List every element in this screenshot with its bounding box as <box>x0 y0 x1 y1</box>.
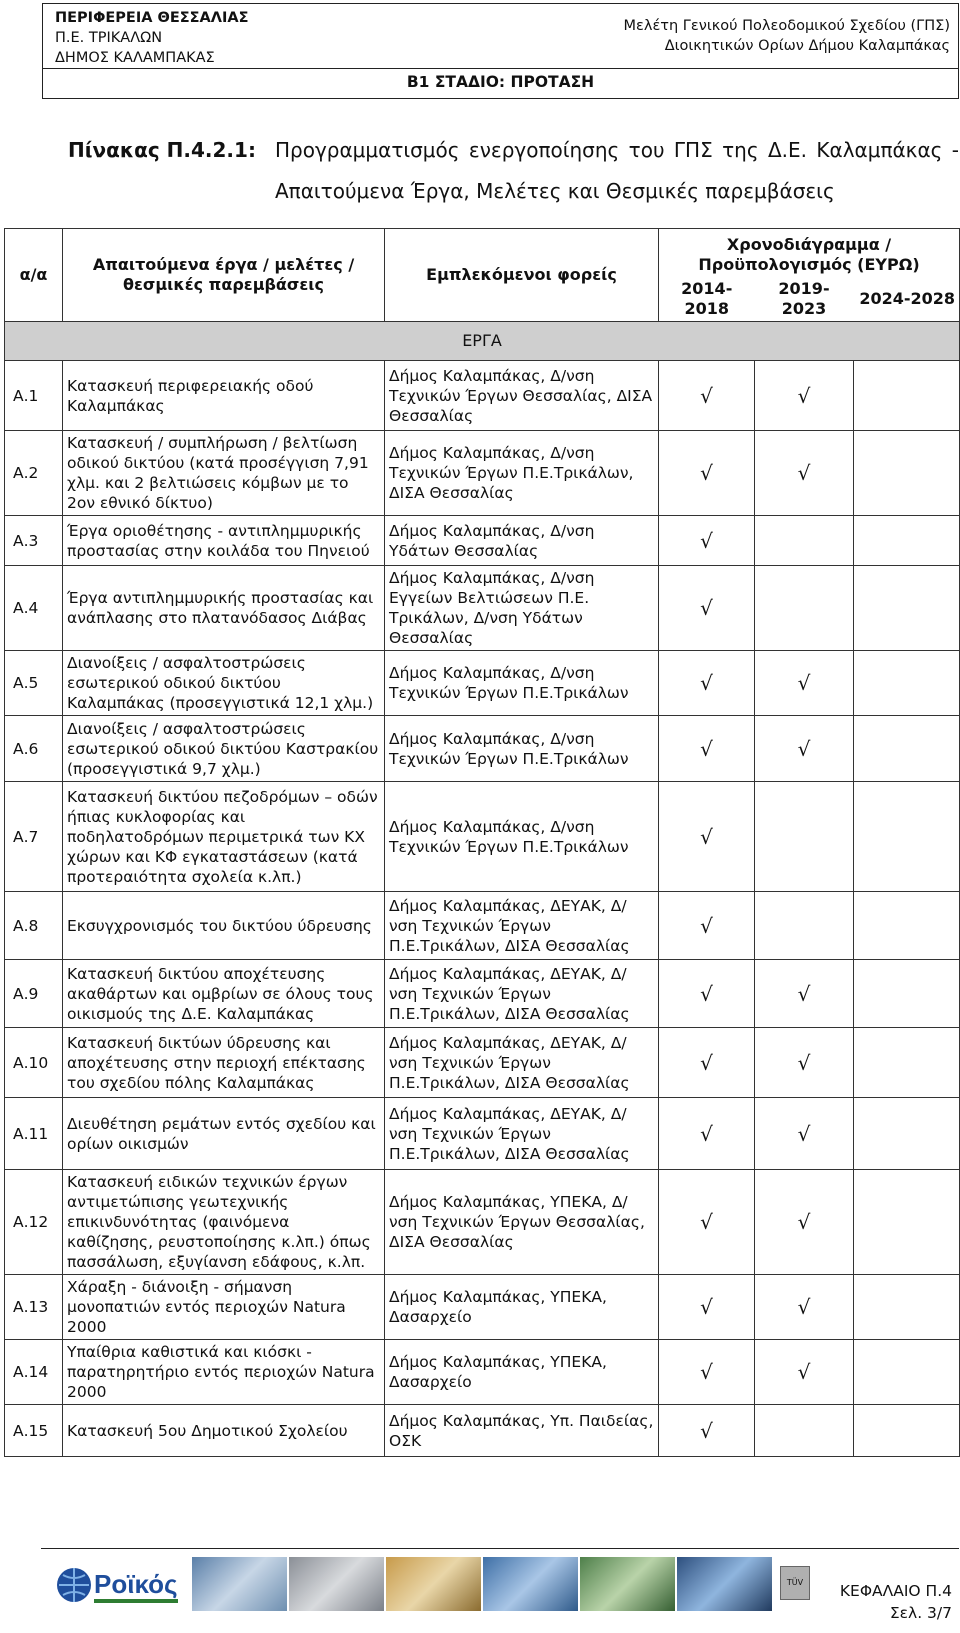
row-period-1-check: √ <box>659 566 755 651</box>
row-work: Διανοίξεις / ασφαλτοστρώσεις εσωτερικού οδικού δικτύου Καλαμπάκας (προσεγγιστικά 12,1 χλμ.) <box>63 651 385 716</box>
row-period-2-check: √ <box>755 1098 854 1170</box>
table-row <box>5 960 960 1028</box>
row-code: Α.12 <box>5 1170 63 1275</box>
row-agency: Δήμος Καλαμπάκας, Δ/νση Τεχνικών Έργων Π.Ε.Τρικάλων <box>385 782 659 892</box>
row-period-3-check <box>854 361 960 431</box>
row-period-1-check: √ <box>659 361 755 431</box>
row-period-1-check: √ <box>659 516 755 566</box>
row-work: Χάραξη - διάνοιξη - σήμανση μονοπατιών εντός περιοχών Natura 2000 <box>63 1275 385 1340</box>
table-row <box>5 782 960 892</box>
table-row <box>5 516 960 566</box>
footer-photo <box>677 1557 772 1611</box>
row-period-1-check: √ <box>659 651 755 716</box>
row-period-2-check <box>755 892 854 960</box>
row-period-2-check: √ <box>755 716 854 782</box>
table-caption-line1: Προγραμματισμός ενεργοποίησης του ΓΠΣ της Δ.Ε. Καλαμπάκας - <box>275 138 959 162</box>
row-period-1-check: √ <box>659 1405 755 1457</box>
row-work: Υπαίθρια καθιστικά και κιόσκι - παρατηρητήριο εντός περιοχών Natura 2000 <box>63 1340 385 1405</box>
row-work: Κατασκευή ειδικών τεχνικών έργων αντιμετώπισης γεωτεχνικής επικινδυνότητας (φαινόμενα καθίζησης, ρευστοποίησης κ.λπ.) όπως πασσάλωση, εξυγίανση εδάφους, κ.λπ. <box>63 1170 385 1275</box>
row-code: Α.10 <box>5 1028 63 1098</box>
footer-photo <box>483 1557 578 1611</box>
col-header-works: Απαιτούμενα έργα / μελέτες / θεσμικές παρεμβάσεις <box>63 229 385 322</box>
row-period-2-check: √ <box>755 1340 854 1405</box>
header-stage: Β1 ΣΤΑΔΙΟ: ΠΡΟΤΑΣΗ <box>406 73 595 91</box>
row-period-3-check <box>854 782 960 892</box>
row-work: Κατασκευή 5ου Δημοτικού Σχολείου <box>63 1405 385 1457</box>
header-municipality: ΔΗΜΟΣ ΚΑΛΑΜΠΑΚΑΣ <box>55 50 215 66</box>
col-header-agencies: Εμπλεκόμενοι φορείς <box>385 229 659 322</box>
row-agency: Δήμος Καλαμπάκας, Δ/νση Τεχνικών Έργων Θεσσαλίας, ΔΙΣΑ Θεσσαλίας <box>385 361 659 431</box>
col-header-schedule: Χρονοδιάγραμμα / Προϋπολογισμός (ΕΥΡΩ) <box>659 229 960 278</box>
row-work: Κατασκευή / συμπλήρωση / βελτίωση οδικού δικτύου (κατά προσέγγιση 7,91 χλμ. και 2 βελτιώσεις κόμβων με το 2ον εθνικό δίκτυο) <box>63 431 385 516</box>
row-work: Έργα αντιπλημμυρικής προστασίας και ανάπλασης στο πλατανόδασος Διάβας <box>63 566 385 651</box>
row-period-3-check <box>854 1028 960 1098</box>
row-work: Διανοίξεις / ασφαλτοστρώσεις εσωτερικού οδικού δικτύου Καστρακίου (προσεγγιστικά 9,7 χλμ.) <box>63 716 385 782</box>
row-code: Α.9 <box>5 960 63 1028</box>
header-right <box>624 16 950 56</box>
header-unit: Π.Ε. ΤΡΙΚΑΛΩΝ <box>55 30 163 46</box>
header-divider <box>43 68 958 69</box>
section-row <box>5 322 960 361</box>
row-period-2-check <box>755 516 854 566</box>
row-period-3-check <box>854 892 960 960</box>
footer-page-info <box>840 1580 952 1624</box>
row-agency: Δήμος Καλαμπάκας, Δ/νση Εγγείων Βελτιώσεων Π.Ε. Τρικάλων, Δ/νση Υδάτων Θεσσαλίας <box>385 566 659 651</box>
table-row <box>5 1170 960 1275</box>
table-caption-line2: Απαιτούμενα Έργα, Μελέτες και Θεσμικές παρεμβάσεις <box>275 179 835 203</box>
row-period-1-check: √ <box>659 960 755 1028</box>
row-period-3-check <box>854 716 960 782</box>
table-row <box>5 1405 960 1457</box>
row-code: Α.15 <box>5 1405 63 1457</box>
row-code: Α.2 <box>5 431 63 516</box>
row-period-3-check <box>854 1340 960 1405</box>
footer-page-number: Σελ. 3/7 <box>889 1604 952 1622</box>
row-agency: Δήμος Καλαμπάκας, ΥΠΕΚΑ, Δ/νση Τεχνικών Έργων Θεσσαλίας, ΔΙΣΑ Θεσσαλίας <box>385 1170 659 1275</box>
row-work: Διευθέτηση ρεμάτων εντός σχεδίου και ορίων οικισμών <box>63 1098 385 1170</box>
row-period-2-check: √ <box>755 1170 854 1275</box>
row-agency: Δήμος Καλαμπάκας, Δ/νση Υδάτων Θεσσαλίας <box>385 516 659 566</box>
row-agency: Δήμος Καλαμπάκας, ΥΠΕΚΑ, Δασαρχείο <box>385 1275 659 1340</box>
works-table <box>4 228 960 1457</box>
row-agency: Δήμος Καλαμπάκας, ΔΕΥΑΚ, Δ/νση Τεχνικών Έργων Π.Ε.Τρικάλων, ΔΙΣΑ Θεσσαλίας <box>385 1028 659 1098</box>
row-agency: Δήμος Καλαμπάκας, Δ/νση Τεχνικών Έργων Π.Ε.Τρικάλων <box>385 651 659 716</box>
row-period-1-check: √ <box>659 431 755 516</box>
table-row <box>5 892 960 960</box>
col-header-year-3: 2024-2028 <box>854 277 960 322</box>
row-work: Έργα οριοθέτησης - αντιπλημμυρικής προστασίας στην κοιλάδα του Πηνειού <box>63 516 385 566</box>
row-work: Κατασκευή δικτύου αποχέτευσης ακαθάρτων και ομβρίων σε όλους τους οικισμούς της Δ.Ε. Καλαμπάκας <box>63 960 385 1028</box>
table-row <box>5 1098 960 1170</box>
row-period-2-check: √ <box>755 1275 854 1340</box>
row-period-3-check <box>854 1170 960 1275</box>
table-row <box>5 566 960 651</box>
row-code: Α.5 <box>5 651 63 716</box>
footer-chapter: ΚΕΦΑΛΑΙΟ Π.4 <box>839 1582 952 1600</box>
table-row <box>5 431 960 516</box>
row-period-3-check <box>854 1405 960 1457</box>
row-period-1-check: √ <box>659 716 755 782</box>
row-agency: Δήμος Καλαμπάκας, ΔΕΥΑΚ, Δ/νση Τεχνικών Έργων Π.Ε.Τρικάλων, ΔΙΣΑ Θεσσαλίας <box>385 1098 659 1170</box>
table-row <box>5 1340 960 1405</box>
row-code: Α.7 <box>5 782 63 892</box>
globe-icon <box>57 1568 91 1602</box>
row-work: Κατασκευή δικτύου πεζοδρόμων – οδών ήπιας κυκλοφορίας και ποδηλατοδρόμων περιμετρικά των ΚΧ χώρων και ΚΦ εγκαταστάσεων (κατά προτεραιότητα σχολεία κ.λπ.) <box>63 782 385 892</box>
certification-badge-icon: TÜV <box>780 1566 810 1600</box>
row-period-2-check <box>755 782 854 892</box>
row-code: Α.13 <box>5 1275 63 1340</box>
row-period-1-check: √ <box>659 1340 755 1405</box>
company-logo <box>54 1563 182 1607</box>
col-header-year-2: 2019-2023 <box>755 277 854 322</box>
header-study-title: Μελέτη Γενικού Πολεοδομικού Σχεδίου (ΓΠΣ) <box>623 18 950 34</box>
section-label: ΕΡΓΑ <box>5 322 960 361</box>
row-work: Εκσυγχρονισμός του δικτύου ύδρευσης <box>63 892 385 960</box>
row-code: Α.14 <box>5 1340 63 1405</box>
row-period-3-check <box>854 960 960 1028</box>
row-work: Κατασκευή περιφερειακής οδού Καλαμπάκας <box>63 361 385 431</box>
row-period-3-check <box>854 1098 960 1170</box>
table-row <box>5 361 960 431</box>
row-period-2-check: √ <box>755 960 854 1028</box>
row-agency: Δήμος Καλαμπάκας, Δ/νση Τεχνικών Έργων Π.Ε.Τρικάλων, ΔΙΣΑ Θεσσαλίας <box>385 431 659 516</box>
col-header-year-1: 2014-2018 <box>659 277 755 322</box>
row-period-2-check <box>755 1405 854 1457</box>
table-row <box>5 716 960 782</box>
row-agency: Δήμος Καλαμπάκας, Δ/νση Τεχνικών Έργων Π.Ε.Τρικάλων <box>385 716 659 782</box>
footer-photo-strip <box>192 1557 772 1611</box>
footer-photo <box>386 1557 481 1611</box>
row-period-2-check: √ <box>755 431 854 516</box>
row-code: Α.4 <box>5 566 63 651</box>
row-code: Α.3 <box>5 516 63 566</box>
footer-photo <box>289 1557 384 1611</box>
row-period-1-check: √ <box>659 1028 755 1098</box>
col-header-code: α/α <box>5 229 63 322</box>
document-header <box>42 3 959 99</box>
row-period-3-check <box>854 516 960 566</box>
table-row <box>5 1028 960 1098</box>
row-agency: Δήμος Καλαμπάκας, ΔΕΥΑΚ, Δ/νση Τεχνικών Έργων Π.Ε.Τρικάλων, ΔΙΣΑ Θεσσαλίας <box>385 892 659 960</box>
footer-divider <box>41 1548 959 1549</box>
row-agency: Δήμος Καλαμπάκας, ΥΠΕΚΑ, Δασαρχείο <box>385 1340 659 1405</box>
footer-photo <box>580 1557 675 1611</box>
logo-text: Ροϊκός <box>94 1569 178 1599</box>
row-code: Α.8 <box>5 892 63 960</box>
row-period-1-check: √ <box>659 782 755 892</box>
table-row <box>5 651 960 716</box>
header-region: ΠΕΡΙΦΕΡΕΙΑ ΘΕΣΣΑΛΙΑΣ <box>55 10 249 26</box>
row-period-2-check: √ <box>755 361 854 431</box>
row-agency: Δήμος Καλαμπάκας, Υπ. Παιδείας, ΟΣΚ <box>385 1405 659 1457</box>
header-study-subtitle: Διοικητικών Ορίων Δήμου Καλαμπάκας <box>664 38 950 54</box>
row-code: Α.11 <box>5 1098 63 1170</box>
row-period-3-check <box>854 1275 960 1340</box>
row-agency: Δήμος Καλαμπάκας, ΔΕΥΑΚ, Δ/νση Τεχνικών Έργων Π.Ε.Τρικάλων, ΔΙΣΑ Θεσσαλίας <box>385 960 659 1028</box>
row-code: Α.6 <box>5 716 63 782</box>
row-code: Α.1 <box>5 361 63 431</box>
row-period-2-check <box>755 566 854 651</box>
table-row <box>5 1275 960 1340</box>
row-period-3-check <box>854 566 960 651</box>
row-work: Κατασκευή δικτύων ύδρευσης και αποχέτευσης στην περιοχή επέκτασης του σχεδίου πόλης Καλαμπάκας <box>63 1028 385 1098</box>
table-caption-label: Πίνακας Π.4.2.1: <box>68 138 256 162</box>
row-period-1-check: √ <box>659 892 755 960</box>
footer-photo <box>192 1557 287 1611</box>
row-period-1-check: √ <box>659 1275 755 1340</box>
row-period-2-check: √ <box>755 1028 854 1098</box>
row-period-3-check <box>854 651 960 716</box>
row-period-2-check: √ <box>755 651 854 716</box>
row-period-1-check: √ <box>659 1098 755 1170</box>
row-period-3-check <box>854 431 960 516</box>
header-left <box>55 8 249 68</box>
table-header-row <box>5 229 960 278</box>
row-period-1-check: √ <box>659 1170 755 1275</box>
